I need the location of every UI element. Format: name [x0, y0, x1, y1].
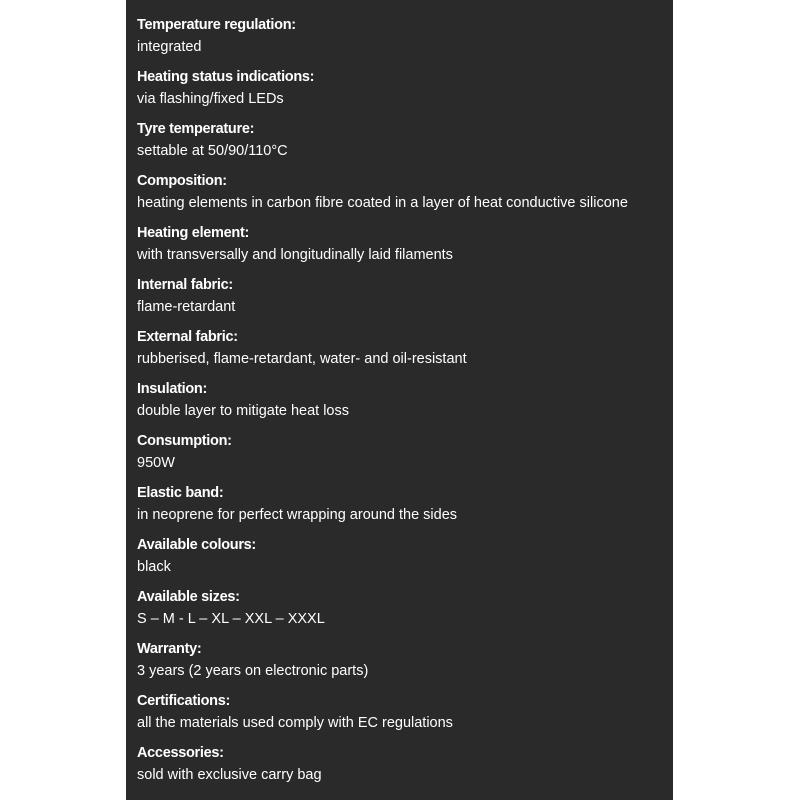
spec-value: all the materials used comply with EC regulations: [137, 715, 453, 731]
spec-label: Accessories:: [137, 745, 224, 761]
spec-label: External fabric:: [137, 329, 238, 345]
spec-label: Available sizes:: [137, 589, 240, 605]
spec-value: via flashing/fixed LEDs: [137, 91, 284, 107]
spec-item-available-sizes: [137, 586, 673, 638]
spec-value: 950W: [137, 455, 175, 471]
specifications-panel: [126, 0, 673, 800]
spec-item-warranty: [137, 638, 673, 690]
spec-label: Heating status indications:: [137, 69, 315, 85]
spec-item-insulation: [137, 378, 673, 430]
spec-value: black: [137, 559, 171, 575]
spec-item-accessories: [137, 742, 673, 794]
spec-label: Heating element:: [137, 225, 250, 241]
spec-item-heating-status-indications: [137, 66, 673, 118]
spec-item-consumption: [137, 430, 673, 482]
spec-value: settable at 50/90/110°C: [137, 143, 288, 159]
spec-label: Tyre temperature:: [137, 121, 255, 137]
spec-item-elastic-band: [137, 482, 673, 534]
spec-item-certifications: [137, 690, 673, 742]
spec-item-internal-fabric: [137, 274, 673, 326]
spec-label: Temperature regulation:: [137, 17, 296, 33]
spec-label: Consumption:: [137, 433, 232, 449]
spec-value: S – M - L – XL – XXL – XXXL: [137, 611, 325, 627]
spec-label: Elastic band:: [137, 485, 224, 501]
spec-item-external-fabric: [137, 326, 673, 378]
spec-item-available-colours: [137, 534, 673, 586]
spec-label: Available colours:: [137, 537, 256, 553]
spec-value: in neoprene for perfect wrapping around the sides: [137, 507, 458, 523]
spec-value: with transversally and longitudinally laid filaments: [137, 247, 453, 263]
spec-value: integrated: [137, 39, 202, 55]
spec-label: Warranty:: [137, 641, 202, 657]
spec-value: heating elements in carbon fibre coated in a layer of heat conductive silicone: [137, 195, 628, 211]
spec-label: Certifications:: [137, 693, 230, 709]
spec-item-temperature-regulation: [137, 14, 673, 66]
spec-value: 3 years (2 years on electronic parts): [137, 663, 369, 679]
spec-label: Insulation:: [137, 381, 208, 397]
spec-value: flame-retardant: [137, 299, 236, 315]
spec-item-heating-element: [137, 222, 673, 274]
spec-value: double layer to mitigate heat loss: [137, 403, 349, 419]
spec-label: Composition:: [137, 173, 227, 189]
spec-item-composition: [137, 170, 673, 222]
spec-value: rubberised, flame-retardant, water- and oil-resistant: [137, 351, 467, 367]
spec-item-tyre-temperature: [137, 118, 673, 170]
spec-label: Internal fabric:: [137, 277, 233, 293]
spec-value: sold with exclusive carry bag: [137, 767, 322, 783]
